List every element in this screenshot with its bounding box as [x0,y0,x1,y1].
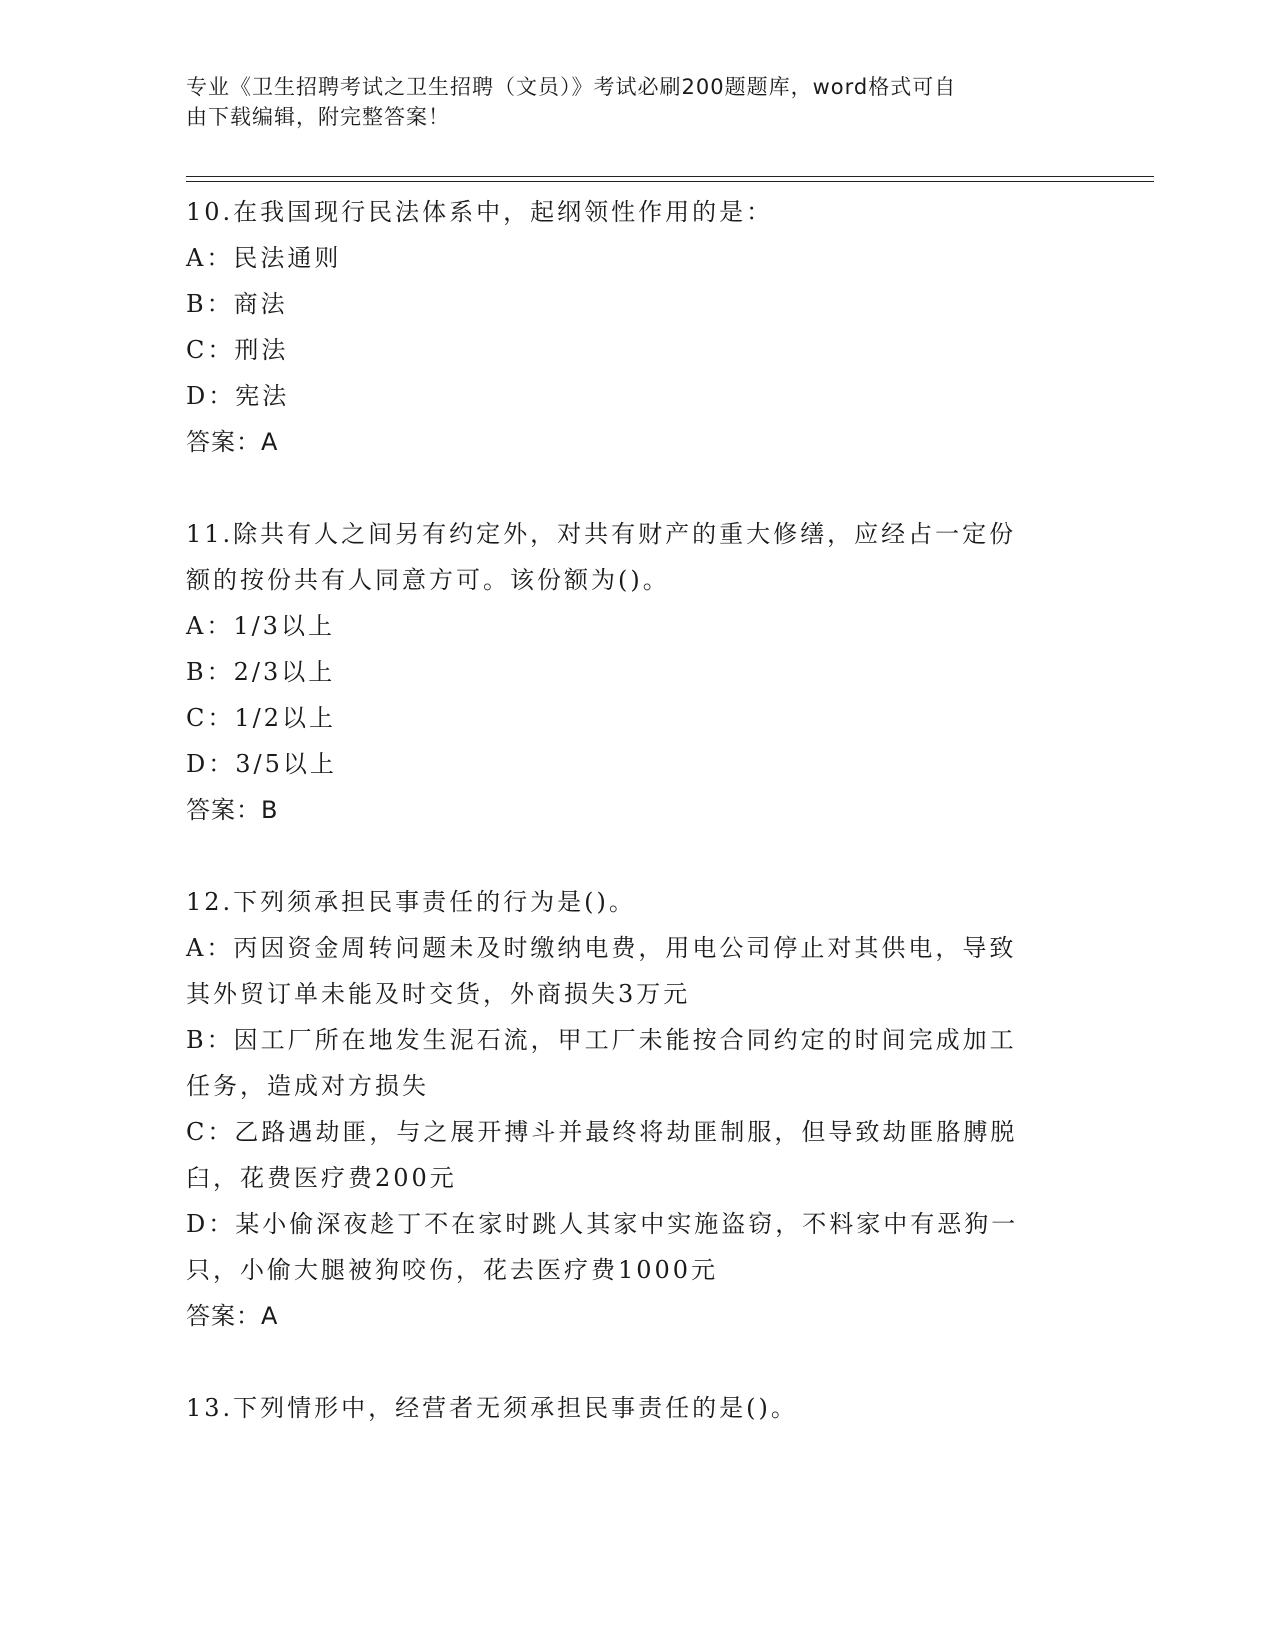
header-line-1: 专业《卫生招聘考试之卫生招聘（文员）》考试必刷200题题库，word格式可自 [186,75,957,99]
question-stem: 额的按份共有人同意方可。该份额为()。 [186,566,670,594]
option-c: C：刑法 [186,336,289,364]
option-d: D：3/5以上 [186,750,337,778]
question-stem: 13.下列情形中，经营者无须承担民事责任的是()。 [186,1394,798,1422]
option-a: A：1/3以上 [186,612,335,640]
answer: 答案：B [186,796,279,824]
header-divider-bottom [186,181,1154,182]
option-b: B：商法 [186,290,288,318]
option-d: D：宪法 [186,382,290,410]
header-divider-top [186,176,1154,177]
question-12 [186,879,1076,1339]
option-c: C：乙路遇劫匪，与之展开搏斗并最终将劫匪制服，但导致劫匪胳膊脱 [186,1118,1018,1146]
option-d-cont: 只，小偷大腿被狗咬伤，花去医疗费1000元 [186,1256,719,1284]
option-a-cont: 其外贸订单未能及时交货，外商损失3万元 [186,980,691,1008]
question-stem: 12.下列须承担民事责任的行为是()。 [186,888,636,916]
option-c: C：1/2以上 [186,704,336,732]
option-c-cont: 臼，花费医疗费200元 [186,1164,457,1192]
question-13 [186,1385,1076,1431]
option-a: A：丙因资金周转问题未及时缴纳电费，用电公司停止对其供电，导致 [186,934,1017,962]
question-stem: 10.在我国现行民法体系中，起纲领性作用的是： [186,198,774,226]
question-11 [186,511,1076,833]
document-header [186,72,1066,132]
option-d: D：某小偷深夜趁丁不在家时跳人其家中实施盗窃，不料家中有恶狗一 [186,1210,1019,1238]
question-stem: 11.除共有人之间另有约定外，对共有财产的重大修缮，应经占一定份 [186,520,1017,548]
option-a: A：民法通则 [186,244,342,272]
question-10 [186,189,1076,465]
question-list [186,189,1076,1477]
option-b-cont: 任务，造成对方损失 [186,1072,429,1100]
answer: 答案：A [186,428,279,456]
header-line-2: 由下载编辑，附完整答案！ [186,105,450,129]
option-b: B：2/3以上 [186,658,336,686]
option-b: B：因工厂所在地发生泥石流，甲工厂未能按合同约定的时间完成加工 [186,1026,1017,1054]
answer: 答案：A [186,1302,279,1330]
